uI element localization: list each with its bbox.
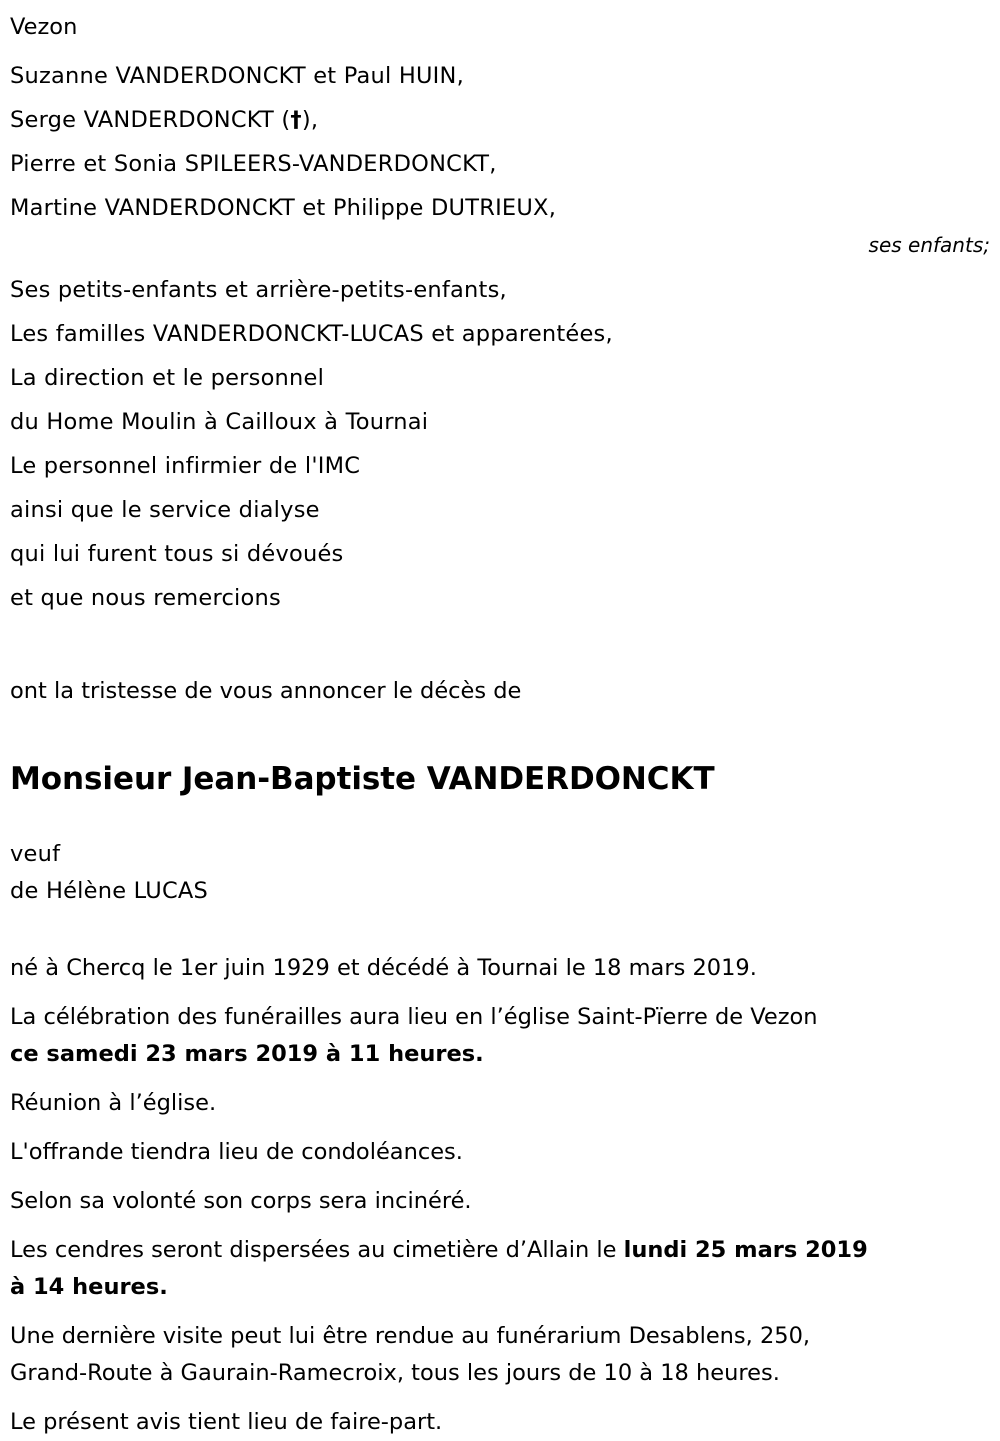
spouse-status: veuf: [10, 841, 61, 867]
details-block: [10, 950, 990, 1441]
list-item-suffix: ),: [301, 107, 319, 133]
dagger-icon: †: [290, 107, 302, 133]
family-and-staff-block: [10, 268, 990, 620]
funeral-paragraph: [10, 999, 990, 1073]
list-item: du Home Moulin à Cailloux à Tournai: [10, 409, 429, 435]
list-item: Les familles VANDERDONCKT-LUCAS et apparentées,: [10, 321, 613, 347]
ashes-datetime-part1: lundi 25 mars 2019: [623, 1237, 868, 1263]
list-item: Pierre et Sonia SPILEERS-VANDERDONCKT,: [10, 151, 497, 177]
closing-paragraph: Le présent avis tient lieu de faire-part.: [10, 1409, 443, 1435]
locality: Vezon: [10, 14, 78, 40]
list-item-prefix: Serge VANDERDONCKT (: [10, 107, 291, 133]
spouse-block: [10, 836, 990, 910]
list-item: et que nous remercions: [10, 585, 281, 611]
spouse-name: de Hélène LUCAS: [10, 878, 209, 904]
funeral-datetime: ce samedi 23 mars 2019 à 11 heures.: [10, 1041, 484, 1067]
list-item: Martine VANDERDONCKT et Philippe DUTRIEUX,: [10, 195, 557, 221]
visit-paragraph: [10, 1318, 990, 1392]
ashes-intro: Les cendres seront dispersées au cimetière d’Allain le: [10, 1237, 624, 1263]
list-item: Le personnel infirmier de l'IMC: [10, 453, 361, 479]
list-item: ainsi que le service dialyse: [10, 497, 320, 523]
relation-label-children: ses enfants;: [868, 233, 990, 257]
announcement-lead-in: ont la tristesse de vous annoncer le décès de: [10, 678, 522, 704]
cremation-paragraph: Selon sa volonté son corps sera incinéré.: [10, 1188, 472, 1214]
list-item: Suzanne VANDERDONCKT et Paul HUIN,: [10, 63, 464, 89]
list-item: Ses petits-enfants et arrière-petits-enfants,: [10, 277, 507, 303]
list-item: qui lui furent tous si dévoués: [10, 541, 344, 567]
list-item: [10, 98, 990, 142]
deceased-name: Monsieur Jean-Baptiste VANDERDONCKT: [10, 761, 715, 797]
ashes-datetime-part2: à 14 heures.: [10, 1274, 168, 1300]
visit-line-1: Une dernière visite peut lui être rendue au funérarium Desablens, 250,: [10, 1323, 811, 1349]
offering-paragraph: L'offrande tiendra lieu de condoléances.: [10, 1139, 463, 1165]
visit-line-2: Grand-Route à Gaurain-Ramecroix, tous les jours de 10 à 18 heures.: [10, 1360, 780, 1386]
birth-death-paragraph: né à Chercq le 1er juin 1929 et décédé à Tournai le 18 mars 2019.: [10, 955, 757, 981]
ashes-paragraph: [10, 1232, 990, 1306]
funeral-intro: La célébration des funérailles aura lieu en l’église Saint-Pïerre de Vezon: [10, 1004, 818, 1030]
gathering-paragraph: Réunion à l’église.: [10, 1090, 217, 1116]
children-block: [10, 54, 990, 257]
list-item: La direction et le personnel: [10, 365, 325, 391]
